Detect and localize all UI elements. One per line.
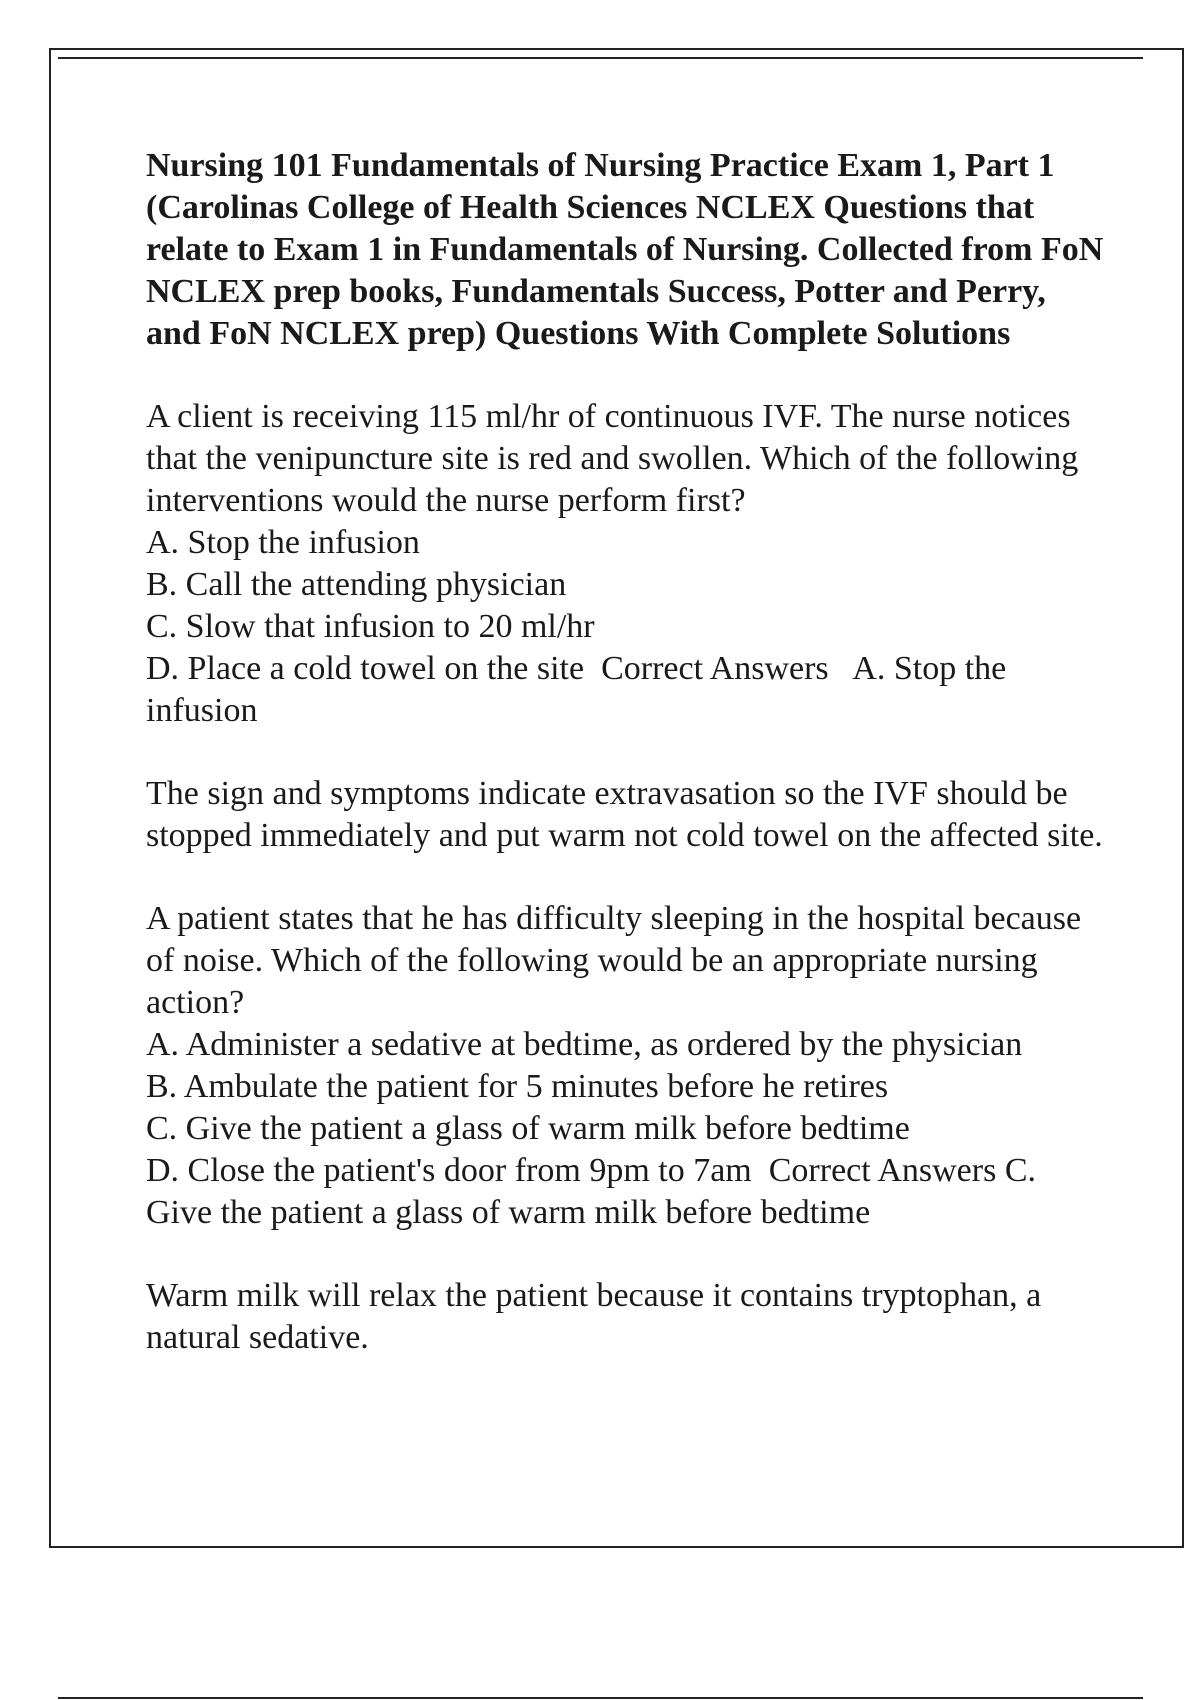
document-title: Nursing 101 Fundamentals of Nursing Practice Exam 1, Part 1 (Carolinas College of Health Sciences NCLEX Questions that relate to Exam 1 in Fundamentals of Nursing. Collected from FoN NCLEX prep books, Fundamentals Success, Potter and Perry, and FoN NCLEX prep) Questions With Complete Solutions (146, 147, 1104, 352)
top-rule (58, 57, 1143, 59)
question-2 (146, 898, 1106, 1234)
question-2-option-c: C. Give the patient a glass of warm milk before bedtime (146, 1110, 910, 1147)
question-2-rationale: Warm milk will relax the patient because it contains tryptophan, a natural sedative. (146, 1277, 1042, 1356)
question-2-stem: A patient states that he has difficulty sleeping in the hospital because of noise. Which of the following would be an appropriate nursing action? (146, 900, 1082, 1021)
question-1-option-b: B. Call the attending physician (146, 566, 567, 603)
bottom-rule (58, 1697, 1143, 1699)
question-1-rationale: The sign and symptoms indicate extravasation so the IVF should be stopped immediately and put warm not cold towel on the affected site. (146, 775, 1103, 854)
question-2-option-b: B. Ambulate the patient for 5 minutes before he retires (146, 1068, 889, 1105)
question-2-option-a: A. Administer a sedative at bedtime, as ordered by the physician (146, 1026, 1023, 1063)
document-content (146, 145, 1106, 1400)
question-1-option-a: A. Stop the infusion (146, 524, 420, 561)
question-1-option-c: C. Slow that infusion to 20 ml/hr (146, 608, 595, 645)
question-2-option-d-answer: D. Close the patient's door from 9pm to 7am Correct Answers C. Give the patient a glass of warm milk before bedtime (146, 1152, 1045, 1231)
question-1 (146, 396, 1106, 732)
question-1-stem: A client is receiving 115 ml/hr of continuous IVF. The nurse notices that the venipuncture site is red and swollen. Which of the following interventions would the nurse perform first? (146, 398, 1079, 519)
question-1-option-d-answer: D. Place a cold towel on the site Correct Answers A. Stop the infusion (146, 650, 1015, 729)
